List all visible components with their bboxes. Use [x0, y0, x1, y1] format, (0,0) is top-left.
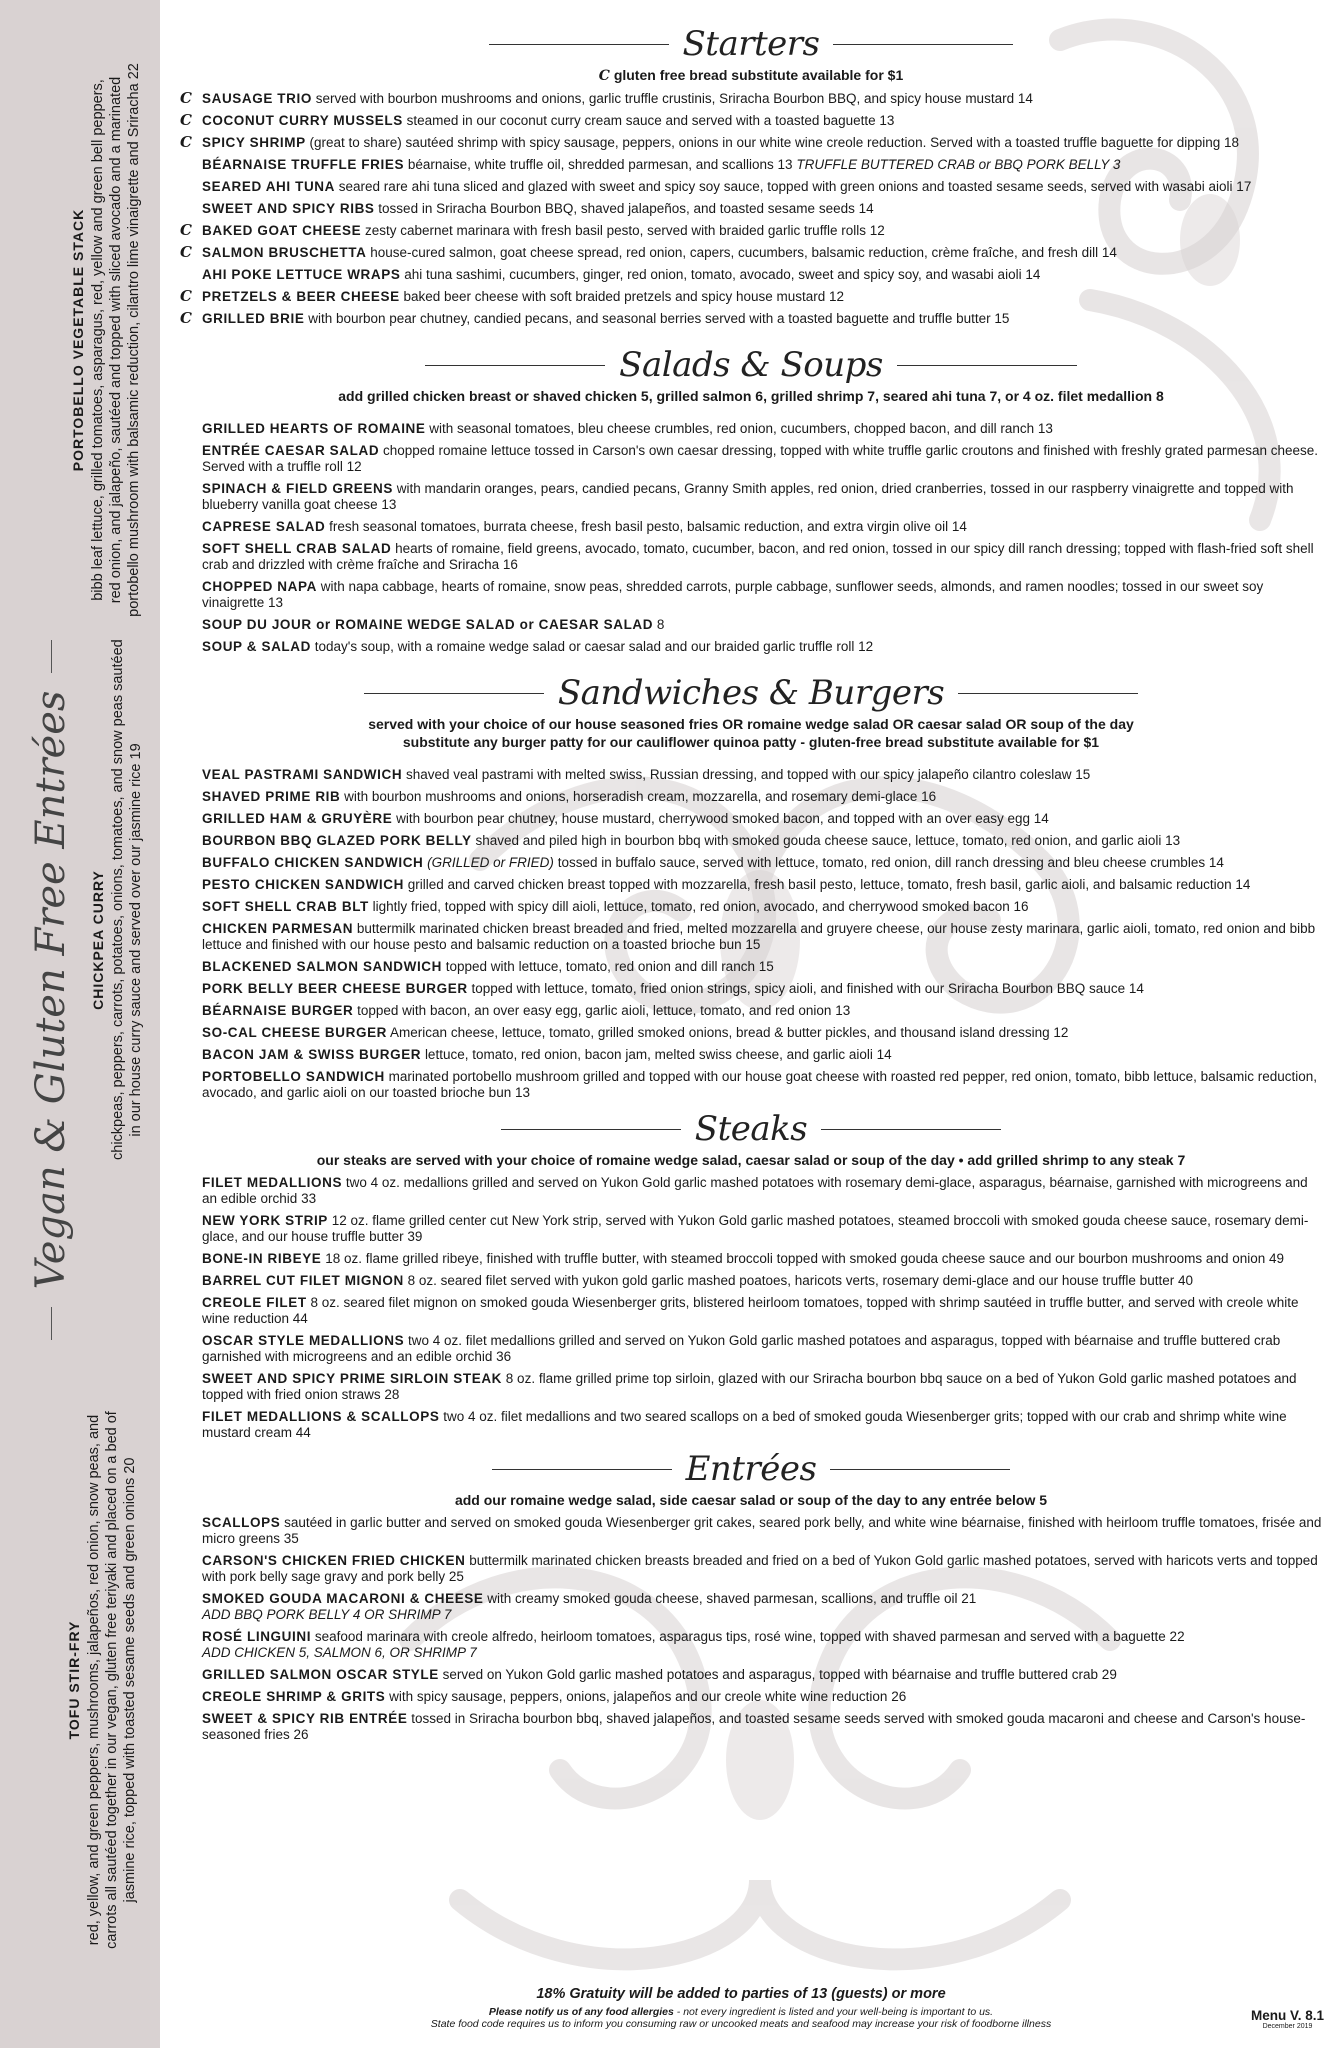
- item-description: house-cured salmon, goat cheese spread, red onion, capers, cucumbers, balsamic reduction, crème fraîche, and fresh dill 14: [370, 245, 1117, 260]
- menu-item: [176, 421, 1326, 437]
- item-name: OSCAR STYLE MEDALLIONS: [202, 1333, 405, 1348]
- item-description: steamed in our coconut curry cream sauce and served with a toasted baguette 13: [406, 113, 895, 128]
- menu-item: [176, 1295, 1326, 1327]
- sidebar-dish-chickpea: [90, 639, 145, 1160]
- item-addon: TRUFFLE BUTTERED CRAB or BBQ PORK BELLY 3: [796, 157, 1121, 172]
- item-name: CHOPPED NAPA: [202, 579, 317, 594]
- menu-item: [176, 267, 1326, 283]
- dish-title: CHICKPEA CURRY: [90, 870, 106, 1010]
- steaks-title: Steaks: [694, 1109, 808, 1149]
- divider: [51, 1307, 52, 1340]
- menu-item: [176, 1409, 1326, 1441]
- item-name: BAKED GOAT CHEESE: [202, 223, 362, 238]
- starters-title: Starters: [682, 24, 820, 64]
- entrees-header: [176, 1447, 1326, 1491]
- item-name: SAUSAGE TRIO: [202, 91, 312, 106]
- menu-main: [176, 22, 1326, 1749]
- menu-item: [176, 1629, 1326, 1661]
- divider: [425, 365, 605, 366]
- dish-desc-line: red onion, and jalapeño, sautéed and topped with sliced avocado and a marinated: [108, 76, 124, 604]
- item-name: BÉARNAISE TRUFFLE FRIES: [202, 157, 405, 172]
- gluten-free-icon: C: [180, 111, 192, 129]
- entrees-list: [176, 1515, 1326, 1743]
- menu-version: [1251, 2008, 1324, 2030]
- item-name: GRILLED HEARTS OF ROMAINE: [202, 421, 426, 436]
- item-description: 8 oz. seared filet mignon on smoked gouda Wiesenberger grits, blistered heirloom tomatoes, topped with shrimp sautéed in truffle butter, and served with creole white wine reduction 44: [202, 1295, 1299, 1326]
- sidebar-heading-text: Vegan & Gluten Free Entrées: [28, 690, 74, 1290]
- item-description: buttermilk marinated chicken breasts breaded and fried on a bed of Yukon Gold garlic mashed potatoes, served with haricots verts and topped with pork belly sage gravy and pork belly 25: [202, 1553, 1318, 1584]
- item-description: (great to share) sautéed shrimp with spicy sausage, peppers, onions in our white wine creole reduction. Served with a toasted truffle baguette for dipping 18: [309, 135, 1240, 150]
- item-name: SALMON BRUSCHETTA: [202, 245, 367, 260]
- dish-desc-line: portobello mushroom with balsamic reduction, cilantro lime vinaigrette and Sriracha 22: [126, 63, 142, 617]
- menu-item: [176, 1003, 1326, 1019]
- item-name: BACON JAM & SWISS BURGER: [202, 1047, 422, 1062]
- version-label: Menu V. 8.1: [1250, 2008, 1324, 2023]
- item-description: tossed in buffalo sauce, served with lettuce, tomato, red onion, dill ranch dressing and bleu cheese crumbles 14: [557, 855, 1224, 870]
- item-name: BÉARNAISE BURGER: [202, 1003, 354, 1018]
- item-description: with mandarin oranges, pears, candied pecans, Granny Smith apples, red onion, dried cranberries, tossed in our raspberry vinaigrette and topped with blueberry vanilla goat cheese 13: [202, 481, 1294, 512]
- starters-header: [176, 22, 1326, 66]
- salads-title: Salads & Soups: [619, 345, 883, 385]
- item-name: SOUP DU JOUR or ROMAINE WEDGE SALAD or CAESAR SALAD: [202, 617, 654, 632]
- allergy-note: [176, 2006, 1306, 2018]
- menu-item: [176, 113, 1326, 129]
- divider: [833, 44, 1013, 45]
- item-description: served with bourbon mushrooms and onions, garlic truffle crustinis, Sriracha Bourbon BBQ, and spicy house mustard 14: [315, 91, 1033, 106]
- menu-item: [176, 1689, 1326, 1705]
- item-name: SWEET AND SPICY PRIME SIRLOIN STEAK: [202, 1371, 503, 1386]
- sidebar-heading: [28, 640, 74, 1340]
- item-name: SPINACH & FIELD GREENS: [202, 481, 393, 496]
- menu-item: [176, 481, 1326, 513]
- item-description: marinated portobello mushroom grilled and topped with our house goat cheese with roasted red pepper, red onion, tomato, bibb lettuce, balsamic reduction, avocado, and garlic aioli on our toasted brioche bun 13: [202, 1069, 1317, 1100]
- divider: [830, 1469, 1010, 1470]
- item-description: tossed in Sriracha bourbon bbq, shaved jalapeños, and toasted sesame seeds served with smoked gouda macaroni and cheese and Carson's house-seasoned fries 26: [202, 1711, 1306, 1742]
- item-description: buttermilk marinated chicken breast breaded and fried, melted mozzarella and gruyere cheese, our house zesty marinara, garlic aioli, tomato, red onion and bibb lettuce and finished with our house pesto and balsamic reduction on a toasted brioche bun 15: [202, 921, 1316, 952]
- item-description: topped with lettuce, tomato, fried onion strings, spicy aioli, and finished with our Sriracha Bourbon BBQ sauce 14: [471, 981, 1144, 996]
- vegan-gluten-free-sidebar: [0, 0, 160, 2048]
- divider: [958, 693, 1138, 694]
- menu-item: [176, 921, 1326, 953]
- menu-item: [176, 767, 1326, 783]
- item-description: 12 oz. flame grilled center cut New York strip, served with Yukon Gold garlic mashed potatoes, steamed broccoli with smoked gouda cheese sauce, rosemary demi-glace, and our house truffle butter 39: [202, 1213, 1309, 1244]
- item-name: PESTO CHICKEN SANDWICH: [202, 877, 404, 892]
- item-description: with creamy smoked gouda cheese, shaved parmesan, scallions, and truffle oil 21: [487, 1591, 977, 1606]
- gluten-free-icon: C: [180, 287, 192, 305]
- item-name: PORK BELLY BEER CHEESE BURGER: [202, 981, 468, 996]
- item-description: lettuce, tomato, red onion, bacon jam, melted swiss cheese, and garlic aioli 14: [424, 1047, 892, 1062]
- item-description: tossed in Sriracha Bourbon BBQ, shaved jalapeños, and toasted sesame seeds 14: [378, 201, 874, 216]
- item-name: CREOLE SHRIMP & GRITS: [202, 1689, 386, 1704]
- item-name: SOFT SHELL CRAB SALAD: [202, 541, 392, 556]
- gluten-free-icon: C: [180, 89, 192, 107]
- item-description: 8 oz. flame grilled prime top sirloin, glazed with our Sriracha bourbon bbq sauce on a bed of Yukon Gold garlic mashed potatoes and topped with fried onion straws 28: [202, 1371, 1297, 1402]
- item-name: VEAL PASTRAMI SANDWICH: [202, 767, 403, 782]
- item-description: with bourbon pear chutney, house mustard, cherrywood smoked bacon, and topped with an over easy egg 14: [396, 811, 1049, 826]
- item-description: 18 oz. flame grilled ribeye, finished with truffle butter, with steamed broccoli topped with smoked gouda cheese sauce and our bourbon mushrooms and onion 49: [325, 1251, 1285, 1266]
- gluten-free-icon: C: [180, 309, 192, 327]
- gratuity-note: 18% Gratuity will be added to parties of 13 (guests) or more: [536, 1986, 946, 2002]
- gluten-free-icon: C: [180, 133, 192, 151]
- state-code-note: State food code requires us to inform you consuming raw or uncooked meats and seafood may increase your risk of foodborne illness: [430, 2018, 1052, 2030]
- item-name: NEW YORK STRIP: [202, 1213, 328, 1228]
- item-description: chopped romaine lettuce tossed in Carson's own caesar dressing, topped with white truffle garlic croutons and finished with freshly grated parmesan cheese. Served with a truffle roll 12: [202, 443, 1319, 474]
- item-description: served on Yukon Gold garlic mashed potatoes and asparagus, topped with béarnaise and truffle buttered crab 29: [442, 1667, 1117, 1682]
- starters-note-text: gluten free bread substitute available for $1: [613, 67, 904, 83]
- entrees-title: Entrées: [685, 1449, 817, 1489]
- entrees-note: add our romaine wedge salad, side caesar salad or soup of the day to any entrée below 5: [454, 1492, 1048, 1508]
- item-description: sautéed in garlic butter and served on smoked gouda Wiesenberger grit cakes, seared pork belly, and white wine béarnaise, finished with heirloom truffle tomatoes, frisée and micro greens 35: [202, 1515, 1322, 1546]
- menu-footer: [176, 1986, 1306, 2030]
- divider: [489, 44, 669, 45]
- menu-item: [176, 1069, 1326, 1101]
- item-addon: ADD BBQ PORK BELLY 4 OR SHRIMP 7: [202, 1607, 452, 1622]
- item-name: COCONUT CURRY MUSSELS: [202, 113, 403, 128]
- item-name: SWEET AND SPICY RIBS: [202, 201, 375, 216]
- sidebar-dish-portobello: [70, 40, 143, 640]
- item-description: lightly fried, topped with spicy dill aioli, lettuce, tomato, red onion, avocado, and cherrywood smoked bacon 16: [372, 899, 1029, 914]
- menu-item: [176, 157, 1326, 173]
- menu-item: [176, 1371, 1326, 1403]
- menu-item: [176, 1251, 1326, 1267]
- menu-item: [176, 981, 1326, 997]
- sandwiches-list: [176, 767, 1326, 1101]
- divider: [364, 693, 544, 694]
- dish-title: PORTOBELLO VEGETABLE STACK: [70, 208, 86, 472]
- menu-item: [176, 91, 1326, 107]
- item-name: SEARED AHI TUNA: [202, 179, 336, 194]
- dish-title: TOFU STIR-FRY: [66, 1620, 82, 1740]
- item-name: BUFFALO CHICKEN SANDWICH: [202, 855, 424, 870]
- sidebar-heading-wrap: [28, 640, 74, 1340]
- item-name: SCALLOPS: [202, 1515, 281, 1530]
- item-name: GRILLED SALMON OSCAR STYLE: [202, 1667, 439, 1682]
- item-description: 8 oz. seared filet served with yukon gold garlic mashed poatoes, haricots verts, rosemary demi-glace and our house truffle butter 40: [407, 1273, 1193, 1288]
- item-name: GRILLED HAM & GRUYÈRE: [202, 811, 393, 826]
- sandwiches-title: Sandwiches & Burgers: [557, 673, 945, 713]
- item-description: two 4 oz. filet medallions and two seared scallops on a bed of smoked gouda Wiesenberger grits; topped with our crab and shrimp white wine mustard cream 44: [202, 1409, 1287, 1440]
- item-description: seared rare ahi tuna sliced and glazed with sweet and spicy soy sauce, topped with green onions and toasted sesame seeds, served with wasabi aioli 17: [338, 179, 1252, 194]
- item-name: PORTOBELLO SANDWICH: [202, 1069, 385, 1084]
- item-description: baked beer cheese with soft braided pretzels and spicy house mustard 12: [403, 289, 845, 304]
- menu-item: [176, 289, 1326, 305]
- item-name: SWEET & SPICY RIB ENTRÉE: [202, 1711, 408, 1726]
- menu-item: [176, 1047, 1326, 1063]
- dish-desc-line: bibb leaf lettuce, grilled tomatoes, asparagus, red, yellow and green bell peppers,: [90, 79, 106, 601]
- item-description: shaved and piled high in bourbon bbq with smoked gouda cheese sauce, lettuce, tomato, red onion, and garlic aioli 13: [475, 833, 1181, 848]
- menu-item: [176, 135, 1326, 151]
- item-description: béarnaise, white truffle oil, shredded parmesan, and scallions 13: [407, 157, 793, 172]
- menu-item: [176, 1333, 1326, 1365]
- item-name: BOURBON BBQ GLAZED PORK BELLY: [202, 833, 472, 848]
- item-description: fresh seasonal tomatoes, burrata cheese, fresh basil pesto, balsamic reduction, and extra virgin olive oil 14: [329, 519, 967, 534]
- item-name: CARSON'S CHICKEN FRIED CHICKEN: [202, 1553, 466, 1568]
- menu-item: [176, 1273, 1326, 1289]
- divider: [897, 365, 1077, 366]
- item-description: American cheese, lettuce, tomato, grilled smoked onions, bread & butter pickles, and thousand island dressing 12: [390, 1025, 1069, 1040]
- dish-desc-line: in our house curry sauce and served over our jasmine rice 19: [128, 743, 144, 1137]
- menu-item: [176, 179, 1326, 195]
- menu-item: [176, 443, 1326, 475]
- divider: [492, 1469, 672, 1470]
- item-name: BONE-IN RIBEYE: [202, 1251, 322, 1266]
- starters-list: [176, 91, 1326, 327]
- menu-item: [176, 639, 1326, 655]
- menu-item: [176, 1667, 1326, 1683]
- item-description: with spicy sausage, peppers, onions, jalapeños and our creole white wine reduction 26: [389, 1689, 907, 1704]
- item-description: 8: [656, 617, 665, 632]
- steaks-list: [176, 1175, 1326, 1441]
- menu-item: [176, 541, 1326, 573]
- menu-item: [176, 1213, 1326, 1245]
- item-name: BARREL CUT FILET MIGNON: [202, 1273, 404, 1288]
- allergy-note-bold: Please notify us of any food allergies: [488, 2006, 674, 2018]
- item-name: FILET MEDALLIONS & SCALLOPS: [202, 1409, 440, 1424]
- gluten-free-icon: C: [180, 221, 192, 239]
- item-description: zesty cabernet marinara with fresh basil pesto, served with braided garlic truffle rolls 12: [364, 223, 885, 238]
- dish-desc-line: red, yellow, and green peppers, mushrooms, jalapeños, red onion, snow peas, and: [86, 1414, 102, 1946]
- menu-item: [176, 811, 1326, 827]
- divider: [501, 1129, 681, 1130]
- gluten-free-icon: C: [598, 68, 610, 84]
- menu-item: [176, 201, 1326, 217]
- item-name: SOFT SHELL CRAB BLT: [202, 899, 369, 914]
- item-name: BLACKENED SALMON SANDWICH: [202, 959, 442, 974]
- item-name: GRILLED BRIE: [202, 311, 305, 326]
- dish-desc-line: jasmine rice, topped with toasted sesame seeds and green onions 20: [122, 1457, 138, 1903]
- item-description: ahi tuna sashimi, cucumbers, ginger, red onion, tomato, avocado, sweet and spicy soy, and wasabi aioli 14: [404, 267, 1041, 282]
- item-description: today's soup, with a romaine wedge salad or caesar salad and our braided garlic truffle roll 12: [314, 639, 874, 654]
- sandwiches-header: [176, 671, 1326, 715]
- menu-item: [176, 579, 1326, 611]
- menu-item: [176, 1711, 1326, 1743]
- item-name: SPICY SHRIMP: [202, 135, 306, 150]
- item-name: AHI POKE LETTUCE WRAPS: [202, 267, 401, 282]
- item-description: with napa cabbage, hearts of romaine, snow peas, shredded carrots, purple cabbage, sunflower seeds, almonds, and ramen noodles; tossed in our sweet soy vinaigrette 13: [202, 579, 1264, 610]
- menu-item: [176, 245, 1326, 261]
- item-description: with bourbon mushrooms and onions, horseradish cream, mozzarella, and rosemary demi-glace 16: [344, 789, 937, 804]
- item-description: topped with lettuce, tomato, red onion and dill ranch 15: [445, 959, 774, 974]
- item-description: with seasonal tomatoes, bleu cheese crumbles, red onion, cucumbers, chopped bacon, and dill ranch 13: [429, 421, 1053, 436]
- item-description: topped with bacon, an over easy egg, garlic aioli, lettuce, tomato, and red onion 13: [357, 1003, 851, 1018]
- menu-item: [176, 959, 1326, 975]
- menu-item: [176, 1553, 1326, 1585]
- item-name: FILET MEDALLIONS: [202, 1175, 343, 1190]
- menu-item: [176, 855, 1326, 871]
- divider: [821, 1129, 1001, 1130]
- steaks-header: [176, 1107, 1326, 1151]
- item-name: ROSÉ LINGUINI: [202, 1629, 312, 1644]
- item-option: (GRILLED or FRIED): [427, 855, 554, 870]
- item-addon: ADD CHICKEN 5, SALMON 6, OR SHRIMP 7: [202, 1645, 477, 1660]
- sandwiches-note-2: substitute any burger patty for our cauliflower quinoa patty - gluten-free bread substitute available for $1: [402, 734, 1100, 750]
- item-name: SOUP & SALAD: [202, 639, 311, 654]
- item-name: CAPRESE SALAD: [202, 519, 326, 534]
- item-description: shaved veal pastrami with melted swiss, Russian dressing, and topped with our spicy jalapeño cilantro coleslaw 15: [405, 767, 1091, 782]
- dish-desc-line: carrots all sautéed together in our vegan, gluten free teriyaki and placed on a bed of: [104, 1411, 120, 1949]
- item-name: CHICKEN PARMESAN: [202, 921, 354, 936]
- menu-item: [176, 833, 1326, 849]
- menu-item: [176, 1025, 1326, 1041]
- menu-item: [176, 519, 1326, 535]
- menu-item: [176, 617, 1326, 633]
- divider: [51, 640, 52, 673]
- menu-item: [176, 311, 1326, 327]
- item-description: with bourbon pear chutney, candied pecans, and seasonal berries served with a toasted baguette and truffle butter 15: [308, 311, 1010, 326]
- menu-item: [176, 223, 1326, 239]
- item-description: grilled and carved chicken breast topped with mozzarella, fresh basil pesto, lettuce, tomato, fresh basil, garlic aioli, and balsamic reduction 14: [407, 877, 1251, 892]
- menu-item: [176, 1175, 1326, 1207]
- menu-item: [176, 789, 1326, 805]
- salads-list: [176, 421, 1326, 655]
- version-date: December 2019: [1262, 2023, 1313, 2030]
- menu-item: [176, 1591, 1326, 1623]
- starters-note: [176, 66, 1326, 85]
- salads-header: [176, 343, 1326, 387]
- item-description: hearts of romaine, field greens, avocado, tomato, cucumber, bacon, and red onion, tossed in our spicy dill ranch dressing; topped with flash-fried soft shell crab and drizzled with crème fraîche and Sriracha 16: [202, 541, 1314, 572]
- item-name: PRETZELS & BEER CHEESE: [202, 289, 400, 304]
- item-name: CREOLE FILET: [202, 1295, 307, 1310]
- steaks-note: our steaks are served with your choice of romaine wedge salad, caesar salad or soup of the day • add grilled shrimp to any steak 7: [316, 1152, 1186, 1168]
- item-description: two 4 oz. filet medallions grilled and served on Yukon Gold garlic mashed potatoes and asparagus, topped with béarnaise and truffle buttered crab garnished with microgreens and an edible orchid 36: [202, 1333, 1281, 1364]
- menu-item: [176, 899, 1326, 915]
- dish-desc-line: chickpeas, peppers, carrots, potatoes, onions, tomatoes, and snow peas sautéed: [110, 639, 126, 1160]
- item-description: seafood marinara with creole alfredo, heirloom tomatoes, asparagus tips, rosé wine, topped with shaved parmesan and served with a baguette 22: [314, 1629, 1185, 1644]
- item-name: ENTRÉE CAESAR SALAD: [202, 443, 380, 458]
- salads-note: add grilled chicken breast or shaved chicken 5, grilled salmon 6, grilled shrimp 7, seared ahi tuna 7, or 4 oz. filet medallion 8: [338, 388, 1164, 404]
- sandwiches-note-1: served with your choice of our house seasoned fries OR romaine wedge salad OR caesar salad OR soup of the day: [368, 716, 1134, 732]
- allergy-note-rest: - not every ingredient is listed and your well-being is important to us.: [673, 2006, 994, 2018]
- item-name: SHAVED PRIME RIB: [202, 789, 341, 804]
- menu-item: [176, 1515, 1326, 1547]
- gluten-free-icon: C: [180, 243, 192, 261]
- sidebar-dish-tofu: [66, 1400, 139, 1960]
- item-description: two 4 oz. medallions grilled and served on Yukon Gold garlic mashed potatoes with rosemary demi-glace, asparagus, béarnaise, garnished with microgreens and an edible orchid 33: [202, 1175, 1308, 1206]
- item-name: SO-CAL CHEESE BURGER: [202, 1025, 388, 1040]
- item-name: SMOKED GOUDA MACARONI & CHEESE: [202, 1591, 484, 1606]
- menu-item: [176, 877, 1326, 893]
